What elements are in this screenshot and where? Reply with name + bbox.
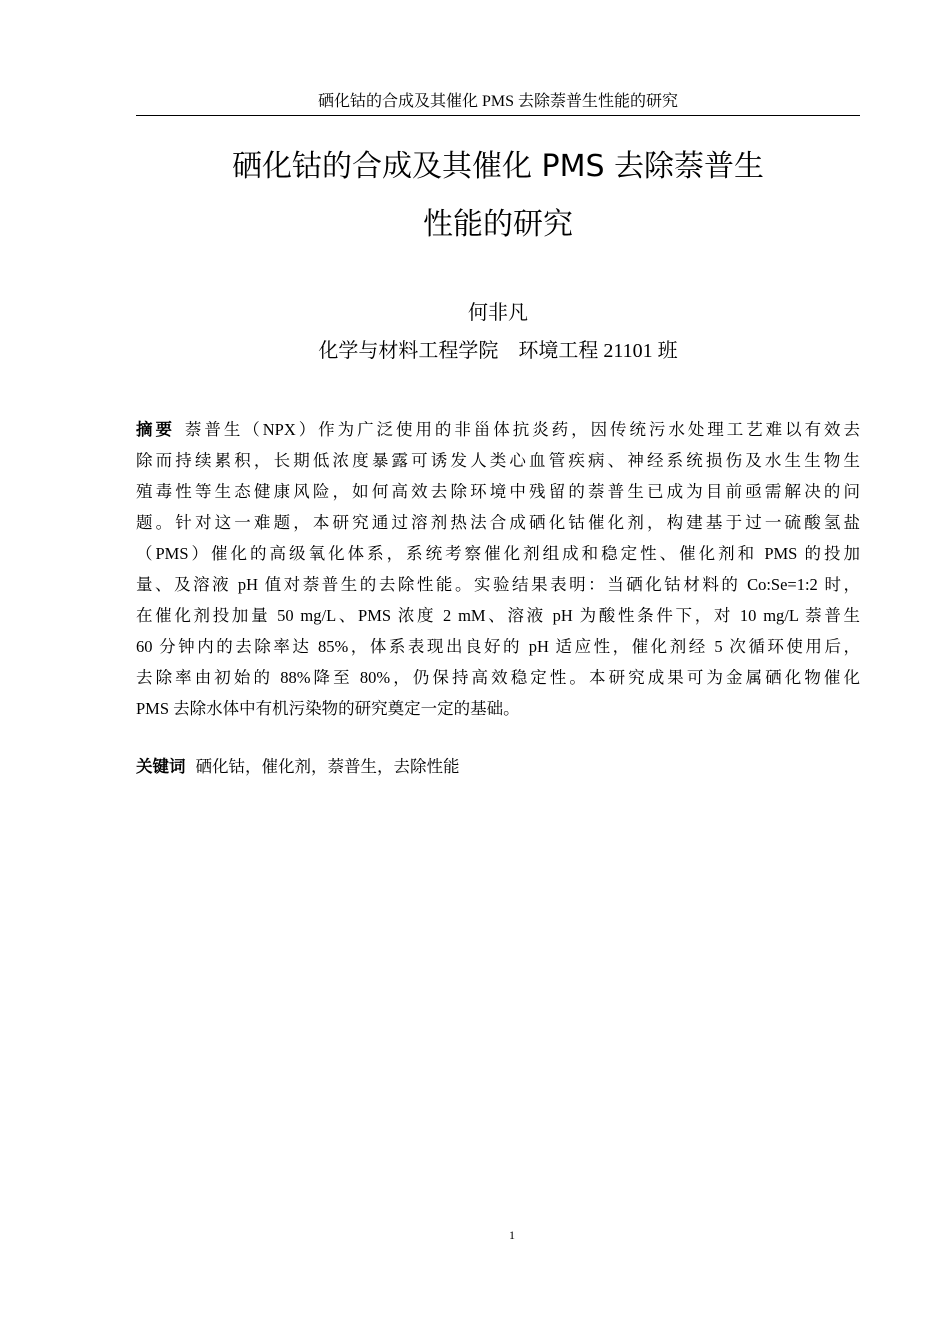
- abstract-line: 去除率由初始的 88%降至 80%，仍保持高效稳定性。本研究成果可为金属硒化物催化: [136, 668, 860, 687]
- keywords-label: 关键词: [136, 757, 186, 776]
- abstract-line: 在催化剂投加量 50 mg/L、PMS 浓度 2 mM、溶液 pH 为酸性条件下，对 10 mg/L 萘普生: [136, 606, 860, 625]
- header-rule: [136, 115, 860, 116]
- author-name: 何非凡: [468, 302, 528, 324]
- abstract-line: 除而持续累积，长期低浓度暴露可诱发人类心血管疾病、神经系统损伤及水生生物生: [136, 451, 860, 470]
- keywords: [136, 754, 860, 780]
- abstract-line: PMS 去除水体中有机污染物的研究奠定一定的基础。: [136, 699, 520, 718]
- running-header: 硒化钴的合成及其催化 PMS 去除萘普生性能的研究: [317, 93, 679, 110]
- page-title: [136, 138, 860, 254]
- abstract-line: 殖毒性等生态健康风险，如何高效去除环境中残留的萘普生已成为目前亟需解决的问: [136, 482, 860, 501]
- abstract-line: 题。针对这一难题，本研究通过溶剂热法合成硒化钴催化剂，构建基于过一硫酸氢盐: [136, 513, 860, 532]
- page-number: 1: [509, 1228, 515, 1242]
- title-line-2: 性能的研究: [423, 207, 573, 242]
- abstract-label: 摘要: [136, 420, 175, 439]
- title-line-1: 硒化钴的合成及其催化 PMS 去除萘普生: [231, 149, 765, 184]
- abstract-line: 60 分钟内的去除率达 85%，体系表现出良好的 pH 适应性，催化剂经 5 次循环使用后，: [136, 637, 860, 656]
- author-affiliation: 化学与材料工程学院 环境工程 21101 班: [318, 340, 678, 362]
- abstract: [136, 414, 860, 724]
- abstract-line: （PMS）催化的高级氧化体系，系统考察催化剂组成和稳定性、催化剂和 PMS 的投加: [136, 544, 860, 563]
- abstract-line: 量、及溶液 pH 值对萘普生的去除性能。实验结果表明：当硒化钴材料的 Co:Se=1:2 时，: [136, 575, 860, 594]
- keywords-text: 硒化钴，催化剂，萘普生，去除性能: [195, 757, 460, 776]
- abstract-line: 摘要 萘普生（NPX）作为广泛使用的非甾体抗炎药，因传统污水处理工艺难以有效去: [136, 420, 861, 439]
